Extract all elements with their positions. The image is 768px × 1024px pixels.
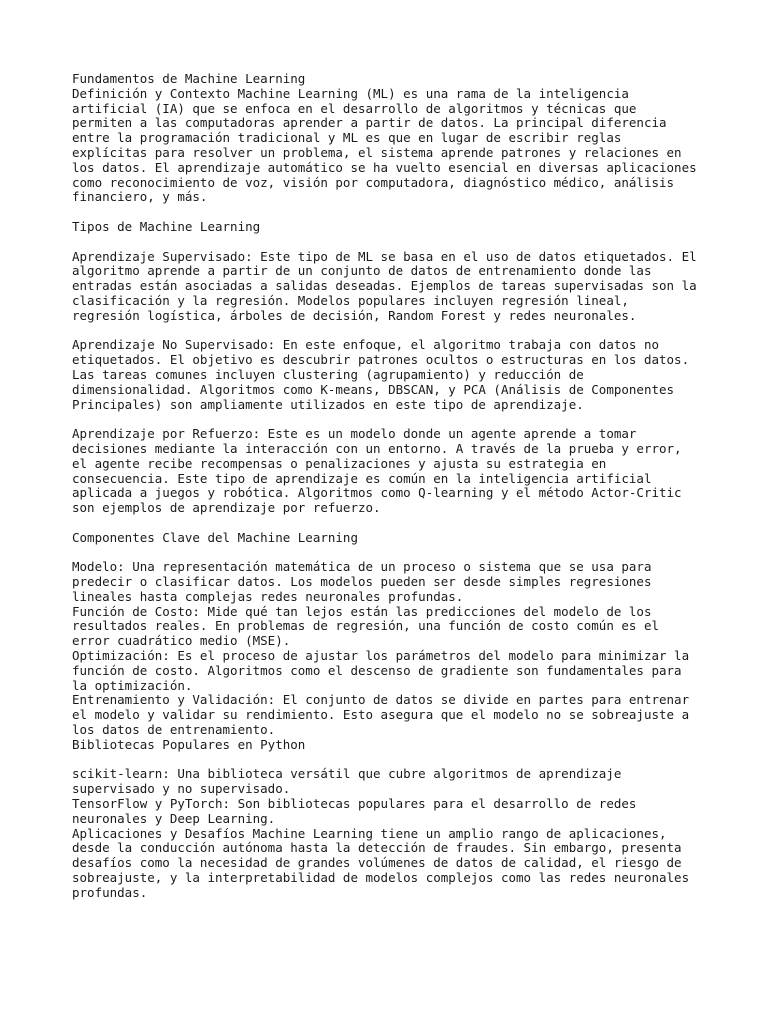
- text-line: sobreajuste, y la interpretabilidad de modelos complejos como las redes neuronales: [72, 870, 690, 886]
- text-line: profundas.: [72, 884, 148, 900]
- text-line: [72, 753, 712, 768]
- text-line: el agente recibe recompensas o penalizaciones y ajusta su estrategia en: [72, 455, 607, 471]
- text-line: la optimización.: [72, 677, 193, 693]
- text-line: [72, 324, 712, 339]
- text-line: etiquetados. El objetivo es descubrir patrones ocultos o estructuras en los datos.: [72, 352, 690, 368]
- text-line: los datos de entrenamiento.: [72, 722, 276, 738]
- text-line: el modelo y validar su rendimiento. Esto asegura que el modelo no se sobreajuste a: [72, 707, 690, 723]
- text-line: Tipos de Machine Learning: [72, 218, 261, 234]
- text-line: Optimización: Es el proceso de ajustar los parámetros del modelo para minimizar la: [72, 648, 690, 664]
- text-line: Definición y Contexto Machine Learning (ML) es una rama de la inteligencia: [72, 85, 629, 101]
- text-line: como reconocimiento de voz, visión por computadora, diagnóstico médico, análisis: [72, 174, 675, 190]
- text-line: función de costo. Algoritmos como el descenso de gradiente son fundamentales para: [72, 662, 682, 678]
- text-line: regresión logística, árboles de decisión, Random Forest y redes neuronales.: [72, 307, 637, 323]
- text-line: Aprendizaje No Supervisado: En este enfoque, el algoritmo trabaja con datos no: [72, 337, 659, 353]
- text-line: Modelo: Una representación matemática de un proceso o sistema que se usa para: [72, 559, 652, 575]
- text-line: Aprendizaje por Refuerzo: Este es un modelo donde un agente aprende a tomar: [72, 426, 637, 442]
- text-line: Aprendizaje Supervisado: Este tipo de ML se basa en el uso de datos etiquetados. El: [72, 248, 697, 264]
- text-line: TensorFlow y PyTorch: Son bibliotecas populares para el desarrollo de redes: [72, 796, 637, 812]
- text-line: scikit-learn: Una biblioteca versátil que cubre algoritmos de aprendizaje: [72, 766, 622, 782]
- text-line: algoritmo aprende a partir de un conjunto de datos de entrenamiento donde las: [72, 263, 652, 279]
- text-line: explícitas para resolver un problema, el sistema aprende patrones y relaciones en: [72, 144, 682, 160]
- text-line: Principales) son ampliamente utilizados en este tipo de aprendizaje.: [72, 396, 584, 412]
- text-line: consecuencia. Este tipo de aprendizaje es común en la inteligencia artificial: [72, 470, 652, 486]
- text-line: Función de Costo: Mide qué tan lejos están las predicciones del modelo de los: [72, 603, 652, 619]
- text-line: desde la conducción autónoma hasta la detección de fraudes. Sin embargo, presenta: [72, 840, 682, 856]
- text-line: aplicada a juegos y robótica. Algoritmos como Q-learning y el método Actor-Critic: [72, 485, 682, 501]
- text-line: predecir o clasificar datos. Los modelos pueden ser desde simples regresiones: [72, 574, 652, 590]
- text-line: Entrenamiento y Validación: El conjunto de datos se divide en partes para entrenar: [72, 692, 690, 708]
- text-line: Componentes Clave del Machine Learning: [72, 529, 358, 545]
- text-line: clasificación y la regresión. Modelos populares incluyen regresión lineal,: [72, 292, 629, 308]
- text-line: decisiones mediante la interacción con un entorno. A través de la prueba y error,: [72, 440, 682, 456]
- text-line: [72, 412, 712, 427]
- text-line: Las tareas comunes incluyen clustering (agrupamiento) y reducción de: [72, 366, 584, 382]
- text-line: Aplicaciones y Desafíos Machine Learning tiene un amplio rango de aplicaciones,: [72, 825, 667, 841]
- document-body: [72, 72, 712, 901]
- text-line: financiero, y más.: [72, 189, 208, 205]
- text-line: entradas están asociadas a salidas deseadas. Ejemplos de tareas supervisadas son la: [72, 278, 697, 294]
- text-line: artificial (IA) que se enfoca en el desarrollo de algoritmos y técnicas que: [72, 100, 637, 116]
- text-line: neuronales y Deep Learning.: [72, 810, 276, 826]
- text-line: permiten a las computadoras aprender a partir de datos. La principal diferencia: [72, 115, 667, 131]
- text-line: [72, 235, 712, 250]
- text-line: supervisado y no supervisado.: [72, 781, 291, 797]
- text-line: Bibliotecas Populares en Python: [72, 736, 306, 752]
- text-line: [72, 546, 712, 561]
- text-line: Fundamentos de Machine Learning: [72, 71, 306, 86]
- text-line: los datos. El aprendizaje automático se ha vuelto esencial en diversas aplicaciones: [72, 159, 697, 175]
- text-line: [72, 205, 712, 220]
- text-line: son ejemplos de aprendizaje por refuerzo.: [72, 500, 381, 516]
- text-line: desafíos como la necesidad de grandes volúmenes de datos de calidad, el riesgo de: [72, 855, 682, 871]
- text-line: error cuadrático medio (MSE).: [72, 633, 291, 649]
- text-line: entre la programación tradicional y ML es que en lugar de escribir reglas: [72, 130, 622, 146]
- text-line: [72, 516, 712, 531]
- text-line: dimensionalidad. Algoritmos como K-means, DBSCAN, y PCA (Análisis de Componentes: [72, 381, 675, 397]
- text-line: lineales hasta complejas redes neuronales profundas.: [72, 588, 464, 604]
- text-line: resultados reales. En problemas de regresión, una función de costo común es el: [72, 618, 659, 634]
